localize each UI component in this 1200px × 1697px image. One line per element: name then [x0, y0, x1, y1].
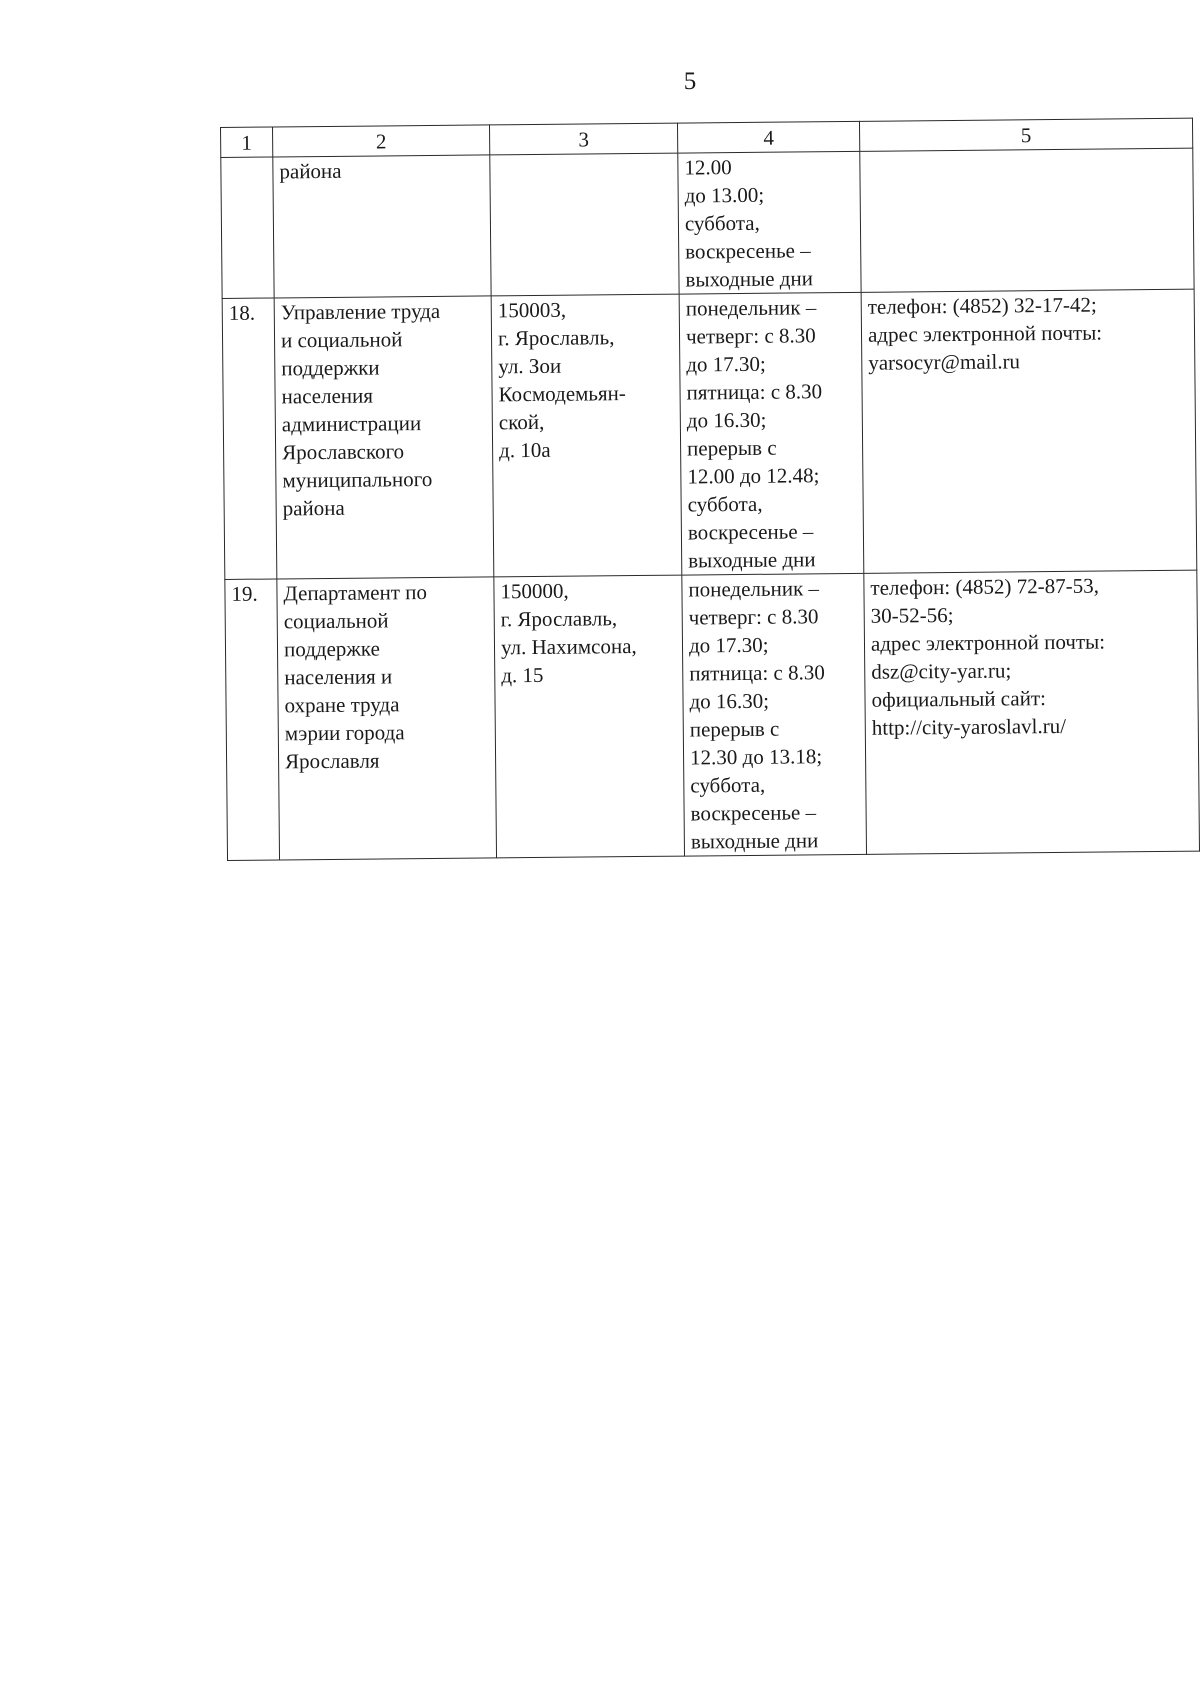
cell-text-line: четверг: с 8.30 [685, 323, 816, 349]
header-col-3: 3 [489, 123, 677, 155]
cell-text-line: муниципального [282, 466, 433, 493]
cell-text-line: адрес электронной почты: [870, 629, 1106, 656]
cell-text-line: г. Ярославль, [497, 325, 615, 351]
cell-text-line: поддержке [283, 636, 380, 662]
cell-text-line: dsz@city-yar.ru; [871, 658, 1012, 684]
cell-address [491, 294, 682, 577]
cell-num [221, 157, 274, 298]
cell-text-line: адрес электронной почты: [867, 320, 1103, 347]
cell-text-line: перерыв с [686, 435, 777, 461]
header-col-5: 5 [859, 118, 1192, 151]
cell-num: 19. [225, 579, 280, 860]
cell-text-line: района [279, 158, 342, 184]
cell-text-line: д. 10а [499, 437, 551, 463]
cell-text-line: 150000, [500, 578, 569, 604]
cell-text-line: суббота, [687, 491, 763, 517]
cell-contacts [864, 570, 1200, 854]
cell-text-line: г. Ярославль, [500, 606, 618, 632]
cell-text-line: и социальной [280, 327, 403, 353]
cell-text-line: пятница: с 8.30 [689, 660, 825, 686]
cell-text-line: до 16.30; [689, 688, 770, 714]
header-col-4: 4 [677, 121, 859, 153]
cell-text-line: до 16.30; [686, 407, 767, 433]
cell-text-line: суббота, [690, 772, 766, 798]
cell-hours [678, 151, 861, 294]
cell-text-line: выходные дни [688, 547, 816, 573]
cell-text-line: yarsocyr@mail.ru [868, 349, 1021, 375]
cell-text-line: понедельник – [688, 576, 820, 602]
cell-text-line: перерыв с [689, 716, 780, 742]
cell-num: 18. [222, 298, 277, 579]
cell-text-line: 12.00 до 12.48; [687, 463, 820, 489]
cell-text-line: охране труда [284, 692, 400, 718]
cell-text-line: http://city-yaroslavl.ru/ [871, 713, 1067, 740]
header-col-1: 1 [221, 127, 273, 157]
cell-text-line: Департамент по [283, 580, 428, 606]
cell-text-line: населения и [284, 664, 393, 690]
cell-text-line: телефон: (4852) 72-87-53, [870, 573, 1100, 600]
cell-text-line: выходные дни [685, 266, 813, 292]
cell-text-line: четверг: с 8.30 [688, 604, 819, 630]
cell-text-line: социальной [283, 608, 389, 634]
cell-text-line: Управление труда [280, 298, 441, 325]
cell-text-line: ул. Зои [498, 353, 562, 379]
cell-address [490, 153, 679, 296]
cell-text-line: официальный сайт: [871, 686, 1047, 712]
cell-text-line: д. 15 [501, 662, 544, 688]
table-row [225, 570, 1200, 860]
cell-text-line: до 17.30; [686, 351, 766, 377]
cell-text-line: населения [281, 383, 374, 409]
cell-text-line: 150003, [497, 297, 567, 323]
table-row [222, 289, 1197, 579]
cell-text-line: воскресенье – [690, 800, 817, 826]
cell-text-line: 12.00 [684, 155, 732, 180]
cell-address [494, 575, 685, 858]
cell-text-line: 12.30 до 13.18; [689, 744, 823, 770]
cell-name [277, 577, 497, 860]
table-row-continuation [221, 148, 1194, 298]
cell-text-line: мэрии города [284, 720, 405, 746]
cell-text-line: воскресенье – [687, 519, 814, 545]
cell-text-line: выходные дни [690, 828, 819, 854]
cell-text-line: ул. Нахимсона, [500, 634, 637, 660]
cell-text-line: телефон: (4852) 32-17-42; [867, 292, 1097, 319]
cell-text-line: поддержки [281, 355, 380, 381]
cell-hours [679, 292, 864, 575]
cell-hours [682, 573, 867, 856]
cell-text-line: Ярославского [282, 439, 405, 465]
cell-text-line: ской, [498, 409, 545, 435]
cell-text-line: суббота, [684, 210, 760, 236]
cell-text-line: воскресенье – [685, 238, 811, 264]
cell-text-line: пятница: с 8.30 [686, 379, 823, 405]
cell-contacts [860, 148, 1194, 292]
cell-text-line: Космодемьян- [498, 381, 626, 407]
cell-text-line: до 13.00; [684, 182, 765, 208]
contacts-table [220, 118, 1200, 861]
cell-contacts [861, 289, 1197, 573]
cell-text-line: Ярославля [284, 748, 380, 774]
cell-text-line: понедельник – [685, 295, 817, 321]
header-col-2: 2 [273, 125, 490, 157]
cell-text-line: 30-52-56; [870, 602, 954, 628]
page-number: 5 [683, 68, 697, 95]
cell-text-line: района [282, 495, 345, 521]
cell-text-line: до 17.30; [688, 632, 769, 658]
cell-name [273, 155, 491, 298]
cell-name [274, 296, 494, 579]
cell-text-line: администрации [281, 411, 422, 437]
